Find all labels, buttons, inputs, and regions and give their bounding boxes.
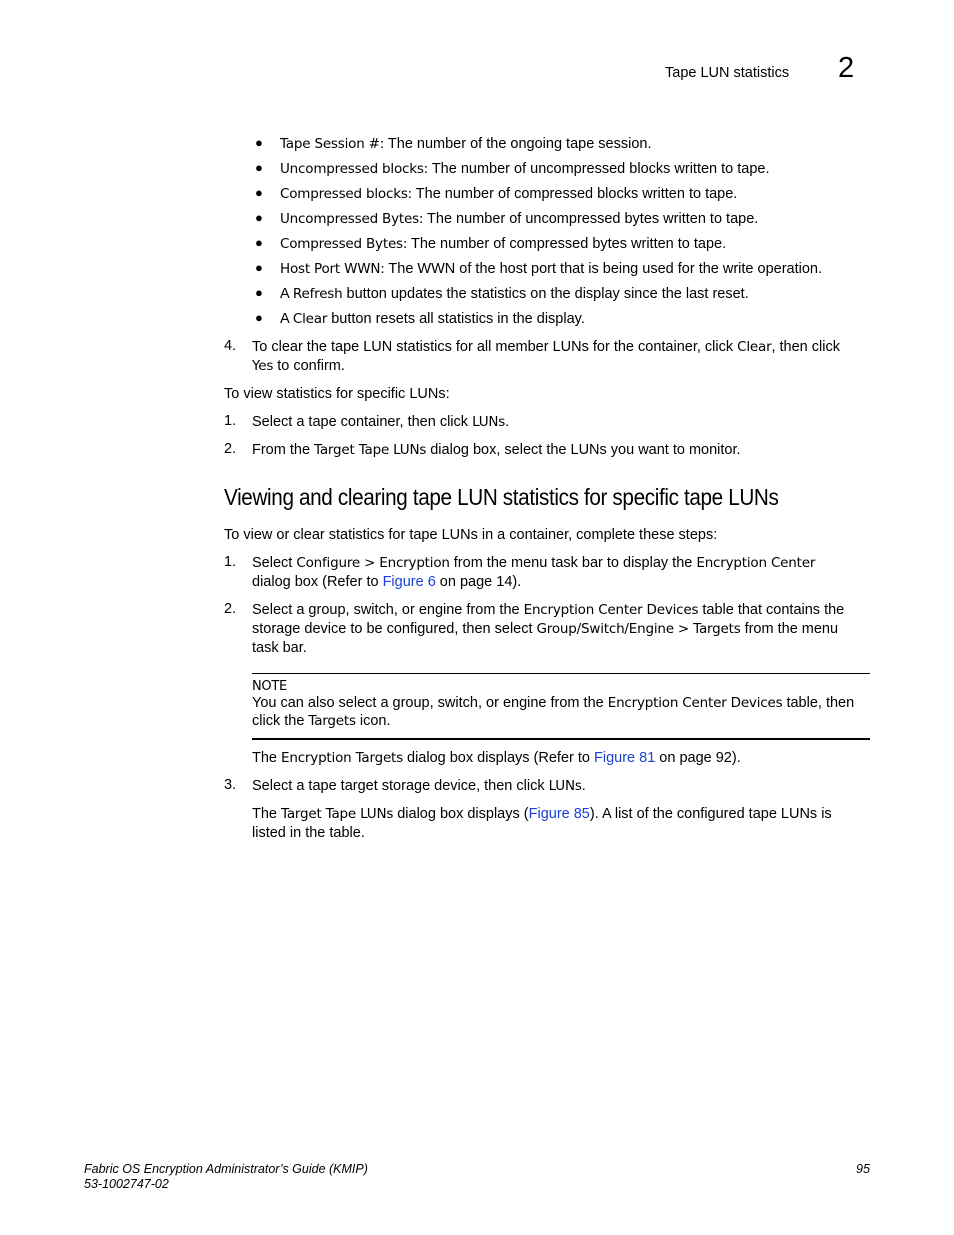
page-number: 95	[856, 1162, 870, 1176]
step-text: dialog box (Refer to Figure 6 on page 14).	[252, 574, 522, 590]
bullet-icon: ●	[255, 260, 263, 275]
step-number: 1.	[224, 413, 237, 429]
paragraph: listed in the table.	[252, 825, 365, 841]
step-text: Select a tape target storage device, then click LUNs.	[252, 778, 586, 794]
step-number: 2.	[224, 601, 237, 617]
list-item: Compressed blocks: The number of compressed blocks written to tape.	[280, 186, 738, 202]
step-text: Select a tape container, then click LUNs.	[252, 414, 510, 430]
step-text: To clear the tape LUN statistics for all member LUNs for the container, click Clear, then click	[252, 339, 840, 355]
step-number: 1.	[224, 554, 237, 570]
note-text: You can also select a group, switch, or engine from the Encryption Center Devices table, then	[252, 695, 855, 711]
paragraph: The Encryption Targets dialog box displays (Refer to Figure 81 on page 92).	[252, 750, 741, 766]
bullet-icon: ●	[255, 210, 263, 225]
step-number: 2.	[224, 441, 237, 457]
list-item: A Refresh button updates the statistics on the display since the last reset.	[280, 286, 749, 302]
step-number: 4.	[224, 338, 237, 354]
chapter-number: 2	[838, 52, 855, 84]
bullet-icon: ●	[255, 310, 263, 325]
list-item: Compressed Bytes: The number of compressed bytes written to tape.	[280, 236, 727, 252]
step-text: Select a group, switch, or engine from the Encryption Center Devices table that contains the	[252, 602, 845, 618]
figure-81-link[interactable]: Figure 81	[594, 750, 656, 766]
note-box	[252, 673, 870, 740]
list-item: Uncompressed blocks: The number of uncompressed blocks written to tape.	[280, 161, 770, 177]
bullet-icon: ●	[255, 285, 263, 300]
note-text: click the Targets icon.	[252, 713, 391, 729]
step-text: From the Target Tape LUNs dialog box, select the LUNs you want to monitor.	[252, 442, 741, 458]
step-number: 3.	[224, 777, 237, 793]
footer-doc-id: 53-1002747-02	[84, 1177, 169, 1191]
bullet-icon: ●	[255, 160, 263, 175]
step-text: task bar.	[252, 640, 307, 656]
bullet-icon: ●	[255, 135, 263, 150]
bullet-icon: ●	[255, 185, 263, 200]
note-heading: NOTE	[252, 679, 287, 694]
paragraph: To view statistics for specific LUNs:	[224, 386, 450, 402]
paragraph: To view or clear statistics for tape LUNs in a container, complete these steps:	[224, 527, 718, 543]
figure-85-link[interactable]: Figure 85	[528, 806, 590, 822]
step-text: Select Configure > Encryption from the menu task bar to display the Encryption Center	[252, 555, 816, 571]
running-header: Tape LUN statistics	[665, 65, 790, 81]
list-item: Host Port WWN: The WWN of the host port that is being used for the write operation.	[280, 261, 823, 277]
section-heading: Viewing and clearing tape LUN statistics for specific tape LUNs	[224, 484, 779, 510]
list-item: A Clear button resets all statistics in the display.	[280, 311, 585, 327]
list-item: Uncompressed Bytes: The number of uncompressed bytes written to tape.	[280, 211, 759, 227]
list-item: Tape Session #: The number of the ongoing tape session.	[280, 136, 652, 152]
step-text: Yes to confirm.	[252, 358, 345, 374]
bullet-icon: ●	[255, 235, 263, 250]
figure-6-link[interactable]: Figure 6	[382, 574, 436, 590]
footer-title: Fabric OS Encryption Administrator’s Guide (KMIP)	[84, 1162, 368, 1176]
paragraph: The Target Tape LUNs dialog box displays (Figure 85). A list of the configured tape LUNs is	[252, 806, 832, 822]
step-text: storage device to be configured, then select Group/Switch/Engine > Targets from the menu	[252, 621, 839, 637]
